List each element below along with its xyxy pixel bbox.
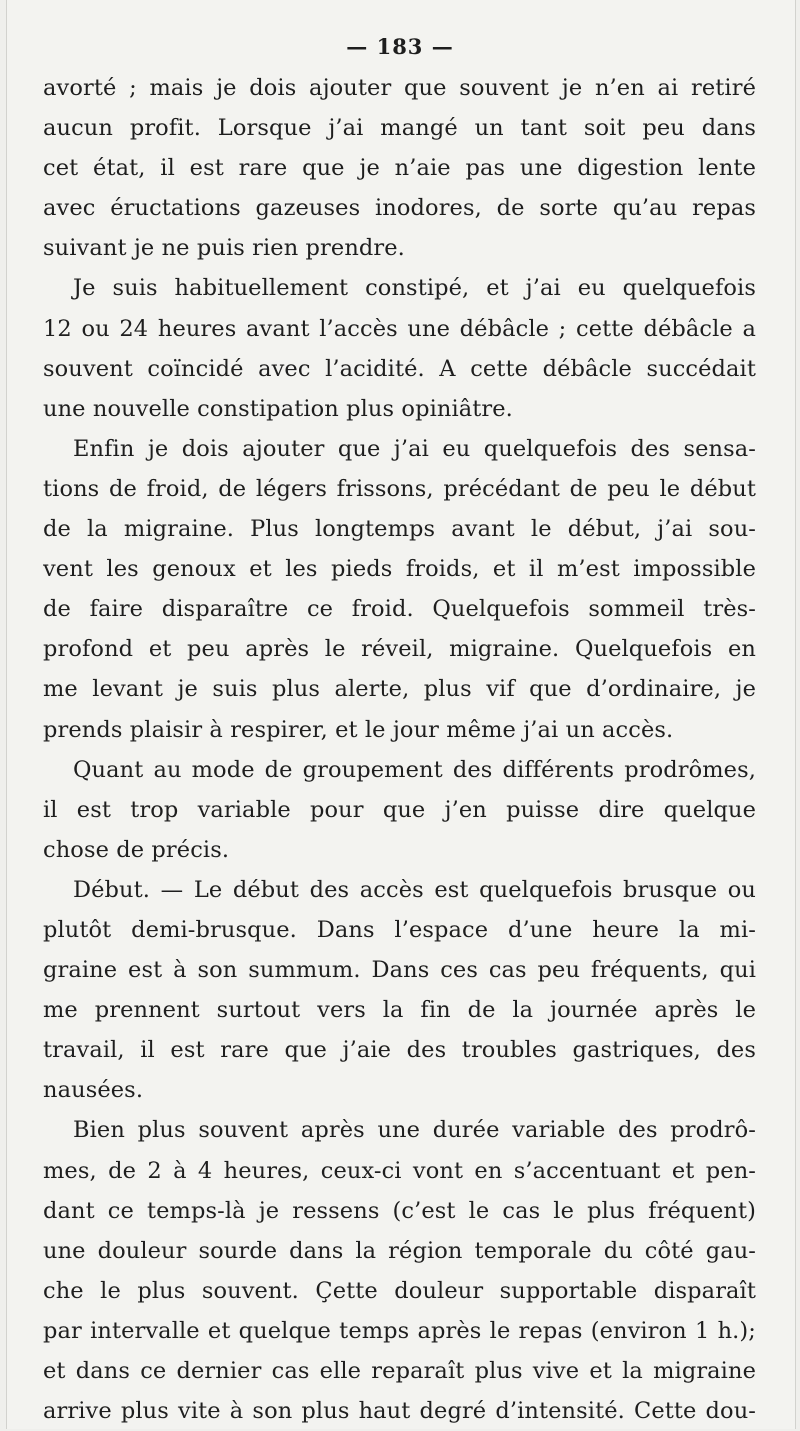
text-line: me levant je suis plus alerte, plus vif que d’ordinaire, je <box>43 676 756 703</box>
text-line: chose de précis. <box>43 836 230 863</box>
text-line: prends plaisir à respirer, et le jour même j’ai un accès. <box>43 716 674 743</box>
text-line: de faire disparaître ce froid. Quelquefois sommeil très- <box>43 596 756 623</box>
page-number: — 183 — <box>346 34 454 59</box>
text-line: souvent coïncidé avec l’acidité. A cette débâcle succédait <box>43 355 756 382</box>
text-line: arrive plus vite à son plus haut degré d’intensité. Cette dou- <box>43 1398 756 1425</box>
text-line: plutôt demi-brusque. Dans l’espace d’une heure la mi- <box>43 916 756 943</box>
text-line: vent les genoux et les pieds froids, et il m’est impossible <box>43 556 756 583</box>
text-line: et dans ce dernier cas elle reparaît plus vive et la migraine <box>43 1358 756 1384</box>
text-line: suivant je ne puis rien prendre. <box>43 235 405 262</box>
text-line: tions de froid, de légers frissons, précédant de peu le début <box>43 475 756 502</box>
text-line: cet état, il est rare que je n’aie pas une digestion lente <box>43 155 756 182</box>
text-line: une douleur sourde dans la région temporale du côté gau- <box>43 1237 756 1264</box>
text-line: travail, il est rare que j’aie des troubles gastriques, des <box>43 1037 756 1064</box>
text-line: avec éructations gazeuses inodores, de sorte qu’au repas <box>43 195 756 222</box>
text-line: par intervalle et quelque temps après le repas (environ 1 h.); <box>43 1317 756 1344</box>
text-line: aucun profit. Lorsque j’ai mangé un tant soit peu dans <box>43 115 756 142</box>
body-text <box>43 68 756 1431</box>
text-line: 12 ou 24 heures avant l’accès une débâcle ; cette débâcle a <box>43 315 756 342</box>
text-line: nausées. <box>43 1077 144 1104</box>
text-line: une nouvelle constipation plus opiniâtre. <box>43 395 513 422</box>
text-line: mes, de 2 à 4 heures, ceux-ci vont en s’accentuant et pen- <box>43 1157 756 1184</box>
section-heading-line: Début. — Le début des accès est quelquefois brusque ou <box>73 876 756 903</box>
text-line: de la migraine. Plus longtemps avant le début, j’ai sou- <box>43 516 756 543</box>
paragraph-first-line: Bien plus souvent après une durée variable des prodrô- <box>73 1117 756 1144</box>
text-line: dant ce temps-là je ressens (c’est le cas le plus fréquent) <box>43 1197 756 1224</box>
paragraph-first-line: Quant au mode de groupement des différents prodrômes, <box>73 756 756 783</box>
text-line: profond et peu après le réveil, migraine. Quelquefois en <box>43 636 756 663</box>
text-line: che le plus souvent. Çette douleur supportable disparaît <box>43 1277 756 1304</box>
text-line: avorté ; mais je dois ajouter que souvent je n’en ai retiré <box>43 75 756 101</box>
paragraph-first-line: Je suis habituellement constipé, et j’ai eu quelquefois <box>73 275 756 302</box>
text-line: il est trop variable pour que j’en puisse dire quelque <box>43 796 756 823</box>
paragraph-first-line: Enfin je dois ajouter que j’ai eu quelquefois des sensa- <box>73 435 756 462</box>
text-line: me prennent surtout vers la fin de la journée après le <box>43 997 756 1024</box>
text-line: graine est à son summum. Dans ces cas peu fréquents, qui <box>43 957 756 984</box>
